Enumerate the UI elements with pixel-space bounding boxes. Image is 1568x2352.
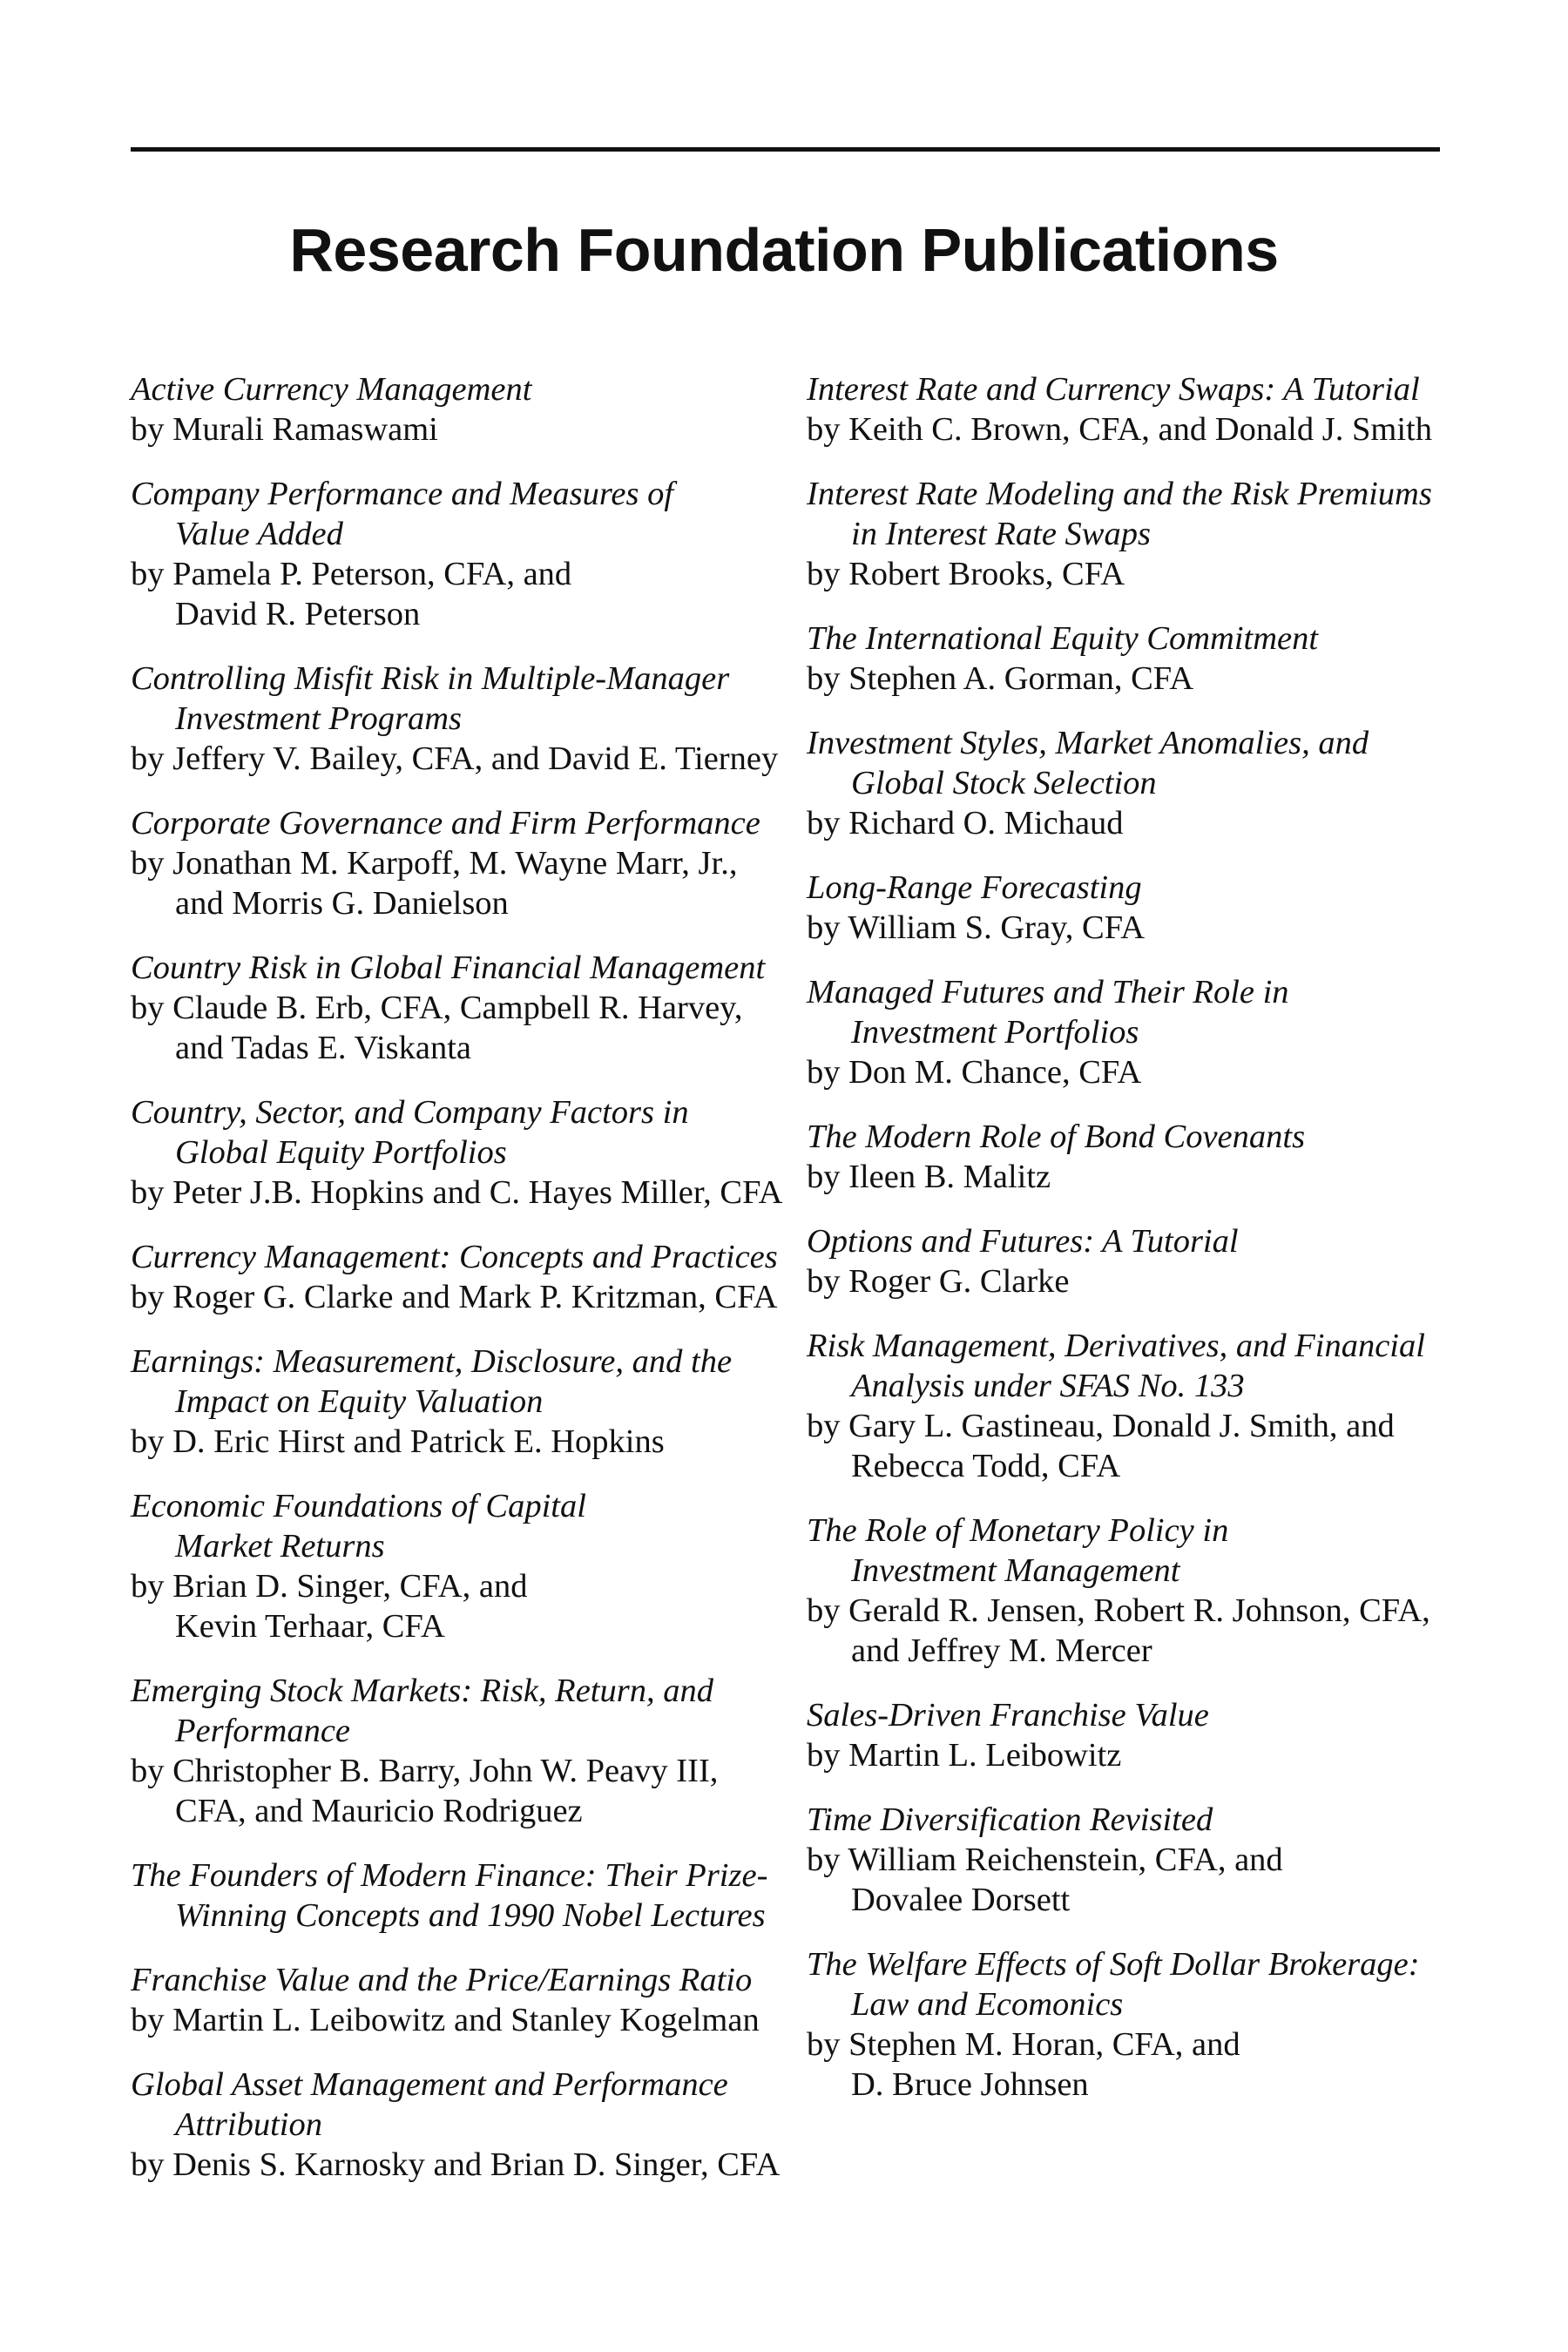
publication-title-line: Risk Management, Derivatives, and Financial xyxy=(807,1328,1425,1364)
publication-author-line: D. Bruce Johnsen xyxy=(851,2066,1089,2103)
publication-title-line: Global Equity Portfolios xyxy=(175,1134,507,1171)
publication-title-line: Global Stock Selection xyxy=(851,765,1157,801)
publication-title-line: Emerging Stock Markets: Risk, Return, and xyxy=(131,1673,713,1709)
publication-author-line: by Christopher B. Barry, John W. Peavy III, xyxy=(131,1753,719,1789)
publication-title-line: Earnings: Measurement, Disclosure, and the xyxy=(131,1343,733,1380)
publication-author-line: by William Reichenstein, CFA, and xyxy=(807,1842,1283,1878)
publication-title-line: Investment Management xyxy=(851,1552,1180,1589)
publication-author-line: by Denis S. Karnosky and Brian D. Singer, CFA xyxy=(131,2146,781,2183)
publication-entry xyxy=(131,659,793,779)
publication-title-line: Attribution xyxy=(175,2106,322,2143)
publication-author-line: by Martin L. Leibowitz xyxy=(807,1737,1122,1774)
publication-title-line: The Welfare Effects of Soft Dollar Brokerage: xyxy=(807,1946,1420,1983)
publication-entry xyxy=(807,723,1469,843)
publication-entry xyxy=(807,1944,1469,2105)
publication-author-line: by Don M. Chance, CFA xyxy=(807,1054,1142,1091)
publication-author-line: and Tadas E. Viskanta xyxy=(175,1030,471,1066)
publication-title-line: Economic Foundations of Capital xyxy=(131,1488,586,1524)
publication-author-line: Rebecca Todd, CFA xyxy=(851,1448,1121,1484)
publication-entry xyxy=(807,1117,1469,1197)
publication-author-line: by Ileen B. Malitz xyxy=(807,1159,1051,1195)
publication-title-line: Corporate Governance and Firm Performance xyxy=(131,805,760,841)
publication-title-line: Controlling Misfit Risk in Multiple-Manager xyxy=(131,660,730,697)
publication-title-line: Long-Range Forecasting xyxy=(807,869,1142,906)
publication-entry xyxy=(807,474,1469,594)
publication-author-line: by Gary L. Gastineau, Donald J. Smith, and xyxy=(807,1408,1395,1444)
publication-entry xyxy=(131,803,793,923)
publication-title-line: Investment Portfolios xyxy=(851,1014,1139,1051)
publication-author-line: by Claude B. Erb, CFA, Campbell R. Harvey, xyxy=(131,990,743,1026)
publication-title-line: The International Equity Commitment xyxy=(807,620,1319,657)
top-rule xyxy=(131,147,1440,152)
publication-entry xyxy=(131,1671,793,1831)
publication-entry xyxy=(807,1221,1469,1301)
publication-title-line: The Founders of Modern Finance: Their Prize- xyxy=(131,1857,768,1894)
publication-author-line: by Stephen M. Horan, CFA, and xyxy=(807,2026,1240,2063)
publication-title-line: Franchise Value and the Price/Earnings Ratio xyxy=(131,1962,753,1998)
publication-author-line: by Roger G. Clarke and Mark P. Kritzman, CFA xyxy=(131,1279,778,1315)
publication-title-line: Active Currency Management xyxy=(131,371,532,408)
publication-title-line: Investment Programs xyxy=(175,700,462,737)
publication-title-line: Impact on Equity Valuation xyxy=(175,1383,544,1420)
publication-author-line: by Keith C. Brown, CFA, and Donald J. Smith xyxy=(807,411,1432,448)
publication-author-line: Kevin Terhaar, CFA xyxy=(175,1608,445,1645)
publication-author-line: by Peter J.B. Hopkins and C. Hayes Miller, CFA xyxy=(131,1174,783,1211)
publication-entry xyxy=(807,1511,1469,1671)
publication-entry xyxy=(131,1237,793,1317)
publication-entry xyxy=(807,1800,1469,1920)
publication-entry xyxy=(807,618,1469,699)
publication-entry xyxy=(131,1342,793,1462)
publication-entry xyxy=(131,474,793,634)
publication-entry xyxy=(131,948,793,1068)
publication-author-line: by Roger G. Clarke xyxy=(807,1263,1070,1300)
publication-entry xyxy=(131,1960,793,2040)
publication-title-line: The Role of Monetary Policy in xyxy=(807,1512,1229,1549)
publication-entry xyxy=(807,868,1469,948)
publication-entry xyxy=(131,2065,793,2185)
publication-author-line: by Murali Ramaswami xyxy=(131,411,438,448)
publication-author-line: by Richard O. Michaud xyxy=(807,805,1124,841)
publication-title-line: Value Added xyxy=(175,516,343,552)
publication-author-line: David R. Peterson xyxy=(175,596,421,632)
publication-entry xyxy=(131,1486,793,1646)
publication-author-line: by Robert Brooks, CFA xyxy=(807,556,1125,592)
publication-list-right xyxy=(807,369,1469,2129)
publication-title-line: Global Asset Management and Performance xyxy=(131,2066,728,2103)
publication-title-line: Winning Concepts and 1990 Nobel Lectures xyxy=(175,1897,766,1934)
publication-title-line: Sales-Driven Franchise Value xyxy=(807,1697,1209,1734)
publication-title-line: Country Risk in Global Financial Management xyxy=(131,950,766,986)
publication-author-line: by Jeffery V. Bailey, CFA, and David E. Tierney xyxy=(131,740,779,777)
publication-author-line: by Gerald R. Jensen, Robert R. Johnson, CFA, xyxy=(807,1592,1430,1629)
publication-title-line: The Modern Role of Bond Covenants xyxy=(807,1119,1306,1155)
publication-entry xyxy=(131,1092,793,1213)
publication-author-line: and Jeffrey M. Mercer xyxy=(851,1632,1152,1669)
publication-entry xyxy=(807,369,1469,449)
publication-entry xyxy=(807,1695,1469,1775)
publication-author-line: CFA, and Mauricio Rodriguez xyxy=(175,1793,583,1829)
publication-title-line: Currency Management: Concepts and Practices xyxy=(131,1239,778,1275)
publication-title-line: Analysis under SFAS No. 133 xyxy=(851,1368,1245,1404)
publication-author-line: by Pamela P. Peterson, CFA, and xyxy=(131,556,572,592)
publication-list-left xyxy=(131,369,793,2209)
publication-title-line: Company Performance and Measures of xyxy=(131,476,674,512)
publication-author-line: by William S. Gray, CFA xyxy=(807,909,1146,946)
publication-entry xyxy=(807,1326,1469,1486)
publication-title-line: Time Diversification Revisited xyxy=(807,1801,1213,1838)
publication-title-line: Interest Rate and Currency Swaps: A Tutorial xyxy=(807,371,1420,408)
publication-entry xyxy=(807,972,1469,1092)
publication-title-line: Investment Styles, Market Anomalies, and xyxy=(807,725,1369,761)
publication-title-line: Performance xyxy=(175,1713,350,1749)
page-title: Research Foundation Publications xyxy=(289,216,1279,284)
publication-title-line: Market Returns xyxy=(175,1528,385,1565)
publication-entry xyxy=(131,369,793,449)
publication-author-line: and Morris G. Danielson xyxy=(175,885,509,922)
publication-title-line: in Interest Rate Swaps xyxy=(851,516,1151,552)
publication-title-line: Interest Rate Modeling and the Risk Premiums xyxy=(807,476,1432,512)
publication-author-line: by D. Eric Hirst and Patrick E. Hopkins xyxy=(131,1423,665,1460)
publication-author-line: by Brian D. Singer, CFA, and xyxy=(131,1568,528,1605)
publication-author-line: Dovalee Dorsett xyxy=(851,1882,1071,1918)
publication-title-line: Managed Futures and Their Role in xyxy=(807,974,1289,1010)
publication-title-line: Country, Sector, and Company Factors in xyxy=(131,1094,689,1131)
publication-author-line: by Martin L. Leibowitz and Stanley Kogelman xyxy=(131,2002,760,2038)
publication-title-line: Law and Ecomonics xyxy=(851,1986,1124,2023)
publication-title-line: Options and Futures: A Tutorial xyxy=(807,1223,1239,1260)
publication-author-line: by Jonathan M. Karpoff, M. Wayne Marr, Jr., xyxy=(131,845,738,882)
publication-author-line: by Stephen A. Gorman, CFA xyxy=(807,660,1194,697)
publication-entry xyxy=(131,1855,793,1936)
